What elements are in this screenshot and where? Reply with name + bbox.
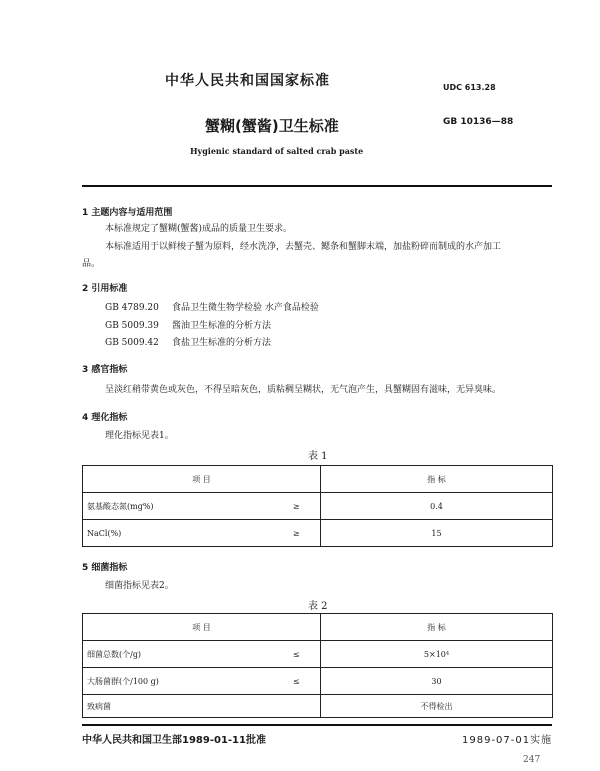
- header-item: 项 目: [83, 466, 321, 493]
- gb-number: GB 10136—88: [443, 117, 514, 127]
- row-operator: [273, 695, 321, 718]
- table-2-caption: 表 2: [308, 601, 328, 612]
- table-1: [82, 465, 553, 547]
- reference-name: 酱油卫生标准的分析方法: [172, 321, 272, 331]
- reference-name: 食盐卫生标准的分析方法: [172, 338, 272, 348]
- table-row: [83, 695, 553, 718]
- table-row: [83, 493, 553, 520]
- section-4-heading: 4 理化指标: [82, 413, 128, 423]
- row-item: 致病菌: [83, 695, 273, 718]
- row-operator: ≥: [273, 520, 321, 547]
- row-value: 30: [321, 668, 553, 695]
- section-1-para-1: 本标准规定了蟹糊(蟹酱)成品的质量卫生要求。: [105, 224, 293, 234]
- table-1-caption: 表 1: [308, 451, 328, 462]
- row-item: 大肠菌群(个/100 g): [83, 668, 273, 695]
- effective-date: 1989-07-01实施: [462, 735, 553, 746]
- reference-code: GB 5009.39: [105, 321, 159, 331]
- header-item: 项 目: [83, 614, 321, 641]
- table-row: [83, 520, 553, 547]
- section-4-intro: 理化指标见表1。: [105, 431, 174, 441]
- table-header-row: [83, 466, 553, 493]
- table-row: [83, 641, 553, 668]
- row-value: 0.4: [321, 493, 553, 520]
- section-5-intro: 细菌指标见表2。: [105, 581, 174, 591]
- reference-name: 食品卫生微生物学检验 水产食品检验: [172, 303, 319, 313]
- standard-title: 蟹糊(蟹酱)卫生标准: [205, 117, 339, 135]
- row-value: 不得检出: [321, 695, 553, 718]
- row-operator: ≥: [273, 493, 321, 520]
- table-2: [82, 613, 553, 718]
- section-1-para-2: 本标准适用于以鲜梭子蟹为原料，经水洗净，去蟹壳、鳃条和蟹脚末端，加盐粉碎而制成的水产加工: [105, 242, 502, 252]
- reference-code: GB 4789.20: [105, 303, 159, 313]
- table-header-row: [83, 614, 553, 641]
- udc-number: UDC 613.28: [443, 83, 496, 92]
- footer-rule: [82, 724, 552, 726]
- section-1-heading: 1 主题内容与适用范围: [82, 208, 173, 218]
- row-operator: ≤: [273, 641, 321, 668]
- header-rule: [82, 185, 552, 187]
- section-2-heading: 2 引用标准: [82, 284, 128, 294]
- english-title: Hygienic standard of salted crab paste: [190, 146, 364, 156]
- page-number: 247: [523, 755, 541, 765]
- section-5-heading: 5 细菌指标: [82, 563, 128, 573]
- row-item: NaCl(%): [83, 520, 273, 547]
- row-item: 细菌总数(个/g): [83, 641, 273, 668]
- section-3-heading: 3 感官指标: [82, 365, 128, 375]
- approval-line: 中华人民共和国卫生部1989-01-11批准: [82, 735, 266, 746]
- row-value: 15: [321, 520, 553, 547]
- header-value: 指 标: [321, 614, 553, 641]
- row-item: 氨基酸态氮(mg%): [83, 493, 273, 520]
- row-operator: ≤: [273, 668, 321, 695]
- header-value: 指 标: [321, 466, 553, 493]
- row-value: 5×10⁴: [321, 641, 553, 668]
- section-1-para-2-cont: 品。: [82, 259, 101, 269]
- org-title: 中华人民共和国国家标准: [165, 73, 330, 89]
- table-row: [83, 668, 553, 695]
- section-3-para-1: 呈淡红稍带黄色或灰色，不得呈暗灰色，质粘稠呈糊状，无气泡产生，具蟹糊固有滋味，无异臭味。: [105, 385, 502, 395]
- reference-code: GB 5009.42: [105, 338, 159, 348]
